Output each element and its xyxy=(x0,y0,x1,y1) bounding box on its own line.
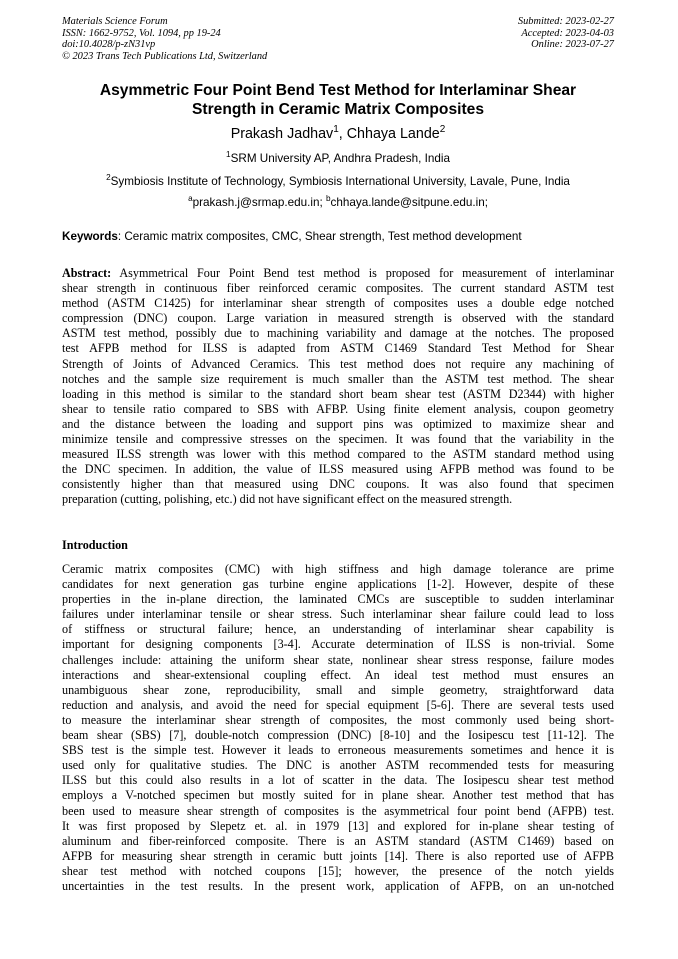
affiliation-marker: 2 xyxy=(106,173,111,183)
author-emails xyxy=(62,196,614,210)
body-line: beam shear (SBS) [7], double-notch compression (DNC) [8-10] and the Iosipescu test [11-12]. The xyxy=(62,728,614,743)
keywords-label: Keywords xyxy=(62,230,118,243)
abstract-line: shear to tensile ratio compared to SBS with AFBP. Using finite element analysis, coupon geometry xyxy=(62,401,614,416)
body-line: reduction and analysis, and avoid the need for special equipment [5-6]. There are several tests used xyxy=(62,697,614,712)
affiliation-text: Symbiosis Institute of Technology, Symbiosis International University, Lavale, Pune, India xyxy=(110,175,570,188)
abstract-line: compression (DNC) coupon. Large variation in measured strength is observed with the standard xyxy=(62,311,614,326)
body-line: uncertainties in the test results. In the present work, application of AFPB, on an un-notched xyxy=(62,878,614,893)
author-affiliation-marker: 1 xyxy=(333,124,339,136)
abstract-line: test AFPB method for ILSS is adapted from ASTM C1469 Standard Test Method for Shear xyxy=(62,341,614,356)
body-line: challenges include: attaining the uniform shear state, nonlinear shear stress response, failure modes xyxy=(62,652,614,667)
abstract-label: Abstract: xyxy=(62,266,112,280)
abstract-line: loading in this method is similar to the standard short beam shear test (ASTM D2344) with higher xyxy=(62,386,614,401)
body-line: AFPB for measuring shear strength in ceramic butt joints [14]. There is also reported use of AFPB xyxy=(62,848,614,863)
author-list xyxy=(62,125,614,143)
journal-name: Materials Science Forum xyxy=(62,16,168,27)
publication-dates xyxy=(394,16,614,51)
journal-info xyxy=(62,16,382,62)
email-marker: a xyxy=(188,194,193,204)
affiliation xyxy=(62,152,614,166)
abstract-line: shear strength in continuous fiber reinforced ceramic composites. The current standard ASTM test xyxy=(62,281,614,296)
journal-copyright: © 2023 Trans Tech Publications Ltd, Switzerland xyxy=(62,50,268,62)
affiliation-text: SRM University AP, Andhra Pradesh, India xyxy=(230,152,450,165)
abstract-line: method (ASTM C1425) for interlaminar shear strength of composites uses a double edge notched xyxy=(62,296,614,311)
affiliation xyxy=(62,175,614,189)
body-line: shear test method with notched coupons [15]; however, the presence of the notch yields xyxy=(62,863,614,878)
body-line: interactions and shear-extensional coupling effect. An ideal test method must ensures an xyxy=(62,667,614,682)
email-marker: b xyxy=(325,194,331,204)
body-line: been used to measure shear strength of composites is the asymmetrical four point bend (AFPB) test. xyxy=(62,803,614,818)
body-line: employs a V-notched specimen but mostly suited for in plane shear. Another test method that has xyxy=(62,788,614,803)
body-line: ILSS but this could also results in a lot of scatter in the data. The Iosipescu shear test method xyxy=(62,773,614,788)
body-line: used only for qualitative studies. The DNC is another ASTM recommended tests for measuring xyxy=(62,758,614,773)
abstract-line: preparation (cutting, polishing, etc.) did not have significant effect on the measured strength. xyxy=(62,492,513,507)
introduction-body xyxy=(62,562,614,894)
abstract xyxy=(62,266,614,508)
abstract-line: Strength of Joints of Advanced Ceramics. This test method does not require any machining of xyxy=(62,356,614,371)
email-address[interactable]: prakash.j@srmap.edu.in; xyxy=(192,196,326,209)
body-line: It was first proposed by Slepetz et. al. in 1979 [13] and explored for in-plane shear testing of xyxy=(62,818,614,833)
abstract-line: consistently higher than that measured using DNC coupons. It was also found that specimen xyxy=(62,477,614,492)
body-line: to measure the interlaminar shear strength of composites, the most commonly used being short- xyxy=(62,712,614,727)
abstract-line: measured ILSS strength was lower with this method compared to the ASTM standard method using xyxy=(62,447,614,462)
body-line: of stiffness or structural failure; hence, an understanding of interlaminar shear capability is xyxy=(62,622,614,637)
title-line: Strength in Ceramic Matrix Composites xyxy=(191,100,484,118)
body-line: properties in the in-plane direction, the laminated CMCs are susceptible to sudden interlaminar xyxy=(62,592,614,607)
abstract-line: notches and the sample size requirement is much smaller than the ASTM test method. The shear xyxy=(62,371,614,386)
date-online: Online: 2023-07-27 xyxy=(531,39,614,51)
body-line: Ceramic matrix composites (CMC) with high stiffness and high damage tolerance are prime xyxy=(62,562,614,576)
body-line: SBS test is the simple test. However it leads to erroneous measurements sometimes and hence it is xyxy=(62,743,614,758)
title-line: Asymmetric Four Point Bend Test Method for Interlaminar Shear xyxy=(99,82,577,99)
abstract-line: Abstract: Asymmetrical Four Point Bend test method is proposed for measurement of interlaminar xyxy=(62,266,614,280)
body-line: failures under interlaminar tensile or shear stress. Such interlaminar shear failure could lead to loss xyxy=(62,607,614,622)
paper-title xyxy=(62,82,614,119)
body-line: important for designing components [3-4]. Accurate determination of ILSS is non-trivial. Some xyxy=(62,637,614,652)
journal-issn: ISSN: 1662-9752, Vol. 1094, pp 19-24 xyxy=(62,27,221,39)
abstract-line: the DNC specimen. In addition, the value of ILSS measured using AFPB method was found to be xyxy=(62,462,614,477)
keywords xyxy=(62,230,614,244)
body-line: candidates for next generation gas turbine engine applications [1-2]. However, despite of these xyxy=(62,577,614,592)
abstract-line: minimize tensile and compressive stresses on the specimen. It was found that the variability in the xyxy=(62,432,614,447)
journal-doi[interactable]: doi:10.4028/p-zN31vp xyxy=(62,39,156,51)
body-line: unambiguous shear zone, reproducibility, small and simple geometry, straightforward data xyxy=(62,682,614,697)
body-line: aluminum and fiber-reinforced composite. There is an ASTM standard (ASTM C1469) based on xyxy=(62,833,614,848)
date-accepted: Accepted: 2023-04-03 xyxy=(521,27,614,39)
section-heading: Introduction xyxy=(62,538,128,552)
author-affiliation-marker: 2 xyxy=(439,124,446,136)
email-address[interactable]: chhaya.lande@sitpune.edu.in; xyxy=(330,196,488,209)
author-name: Prakash Jadhav xyxy=(230,126,334,142)
abstract-line: and the distance between the loading and support pins was optimized to maximize shear and xyxy=(62,416,614,431)
abstract-line: ASTM test method, possibly due to machining variability and damage at the notches. The proposed xyxy=(62,326,614,341)
author-name: Chhaya Lande xyxy=(346,126,440,142)
date-submitted: Submitted: 2023-02-27 xyxy=(517,16,614,27)
author-separator: , xyxy=(338,126,347,142)
keywords-text: : Ceramic matrix composites, CMC, Shear strength, Test method development xyxy=(117,230,522,243)
affiliation-marker: 1 xyxy=(226,150,231,160)
